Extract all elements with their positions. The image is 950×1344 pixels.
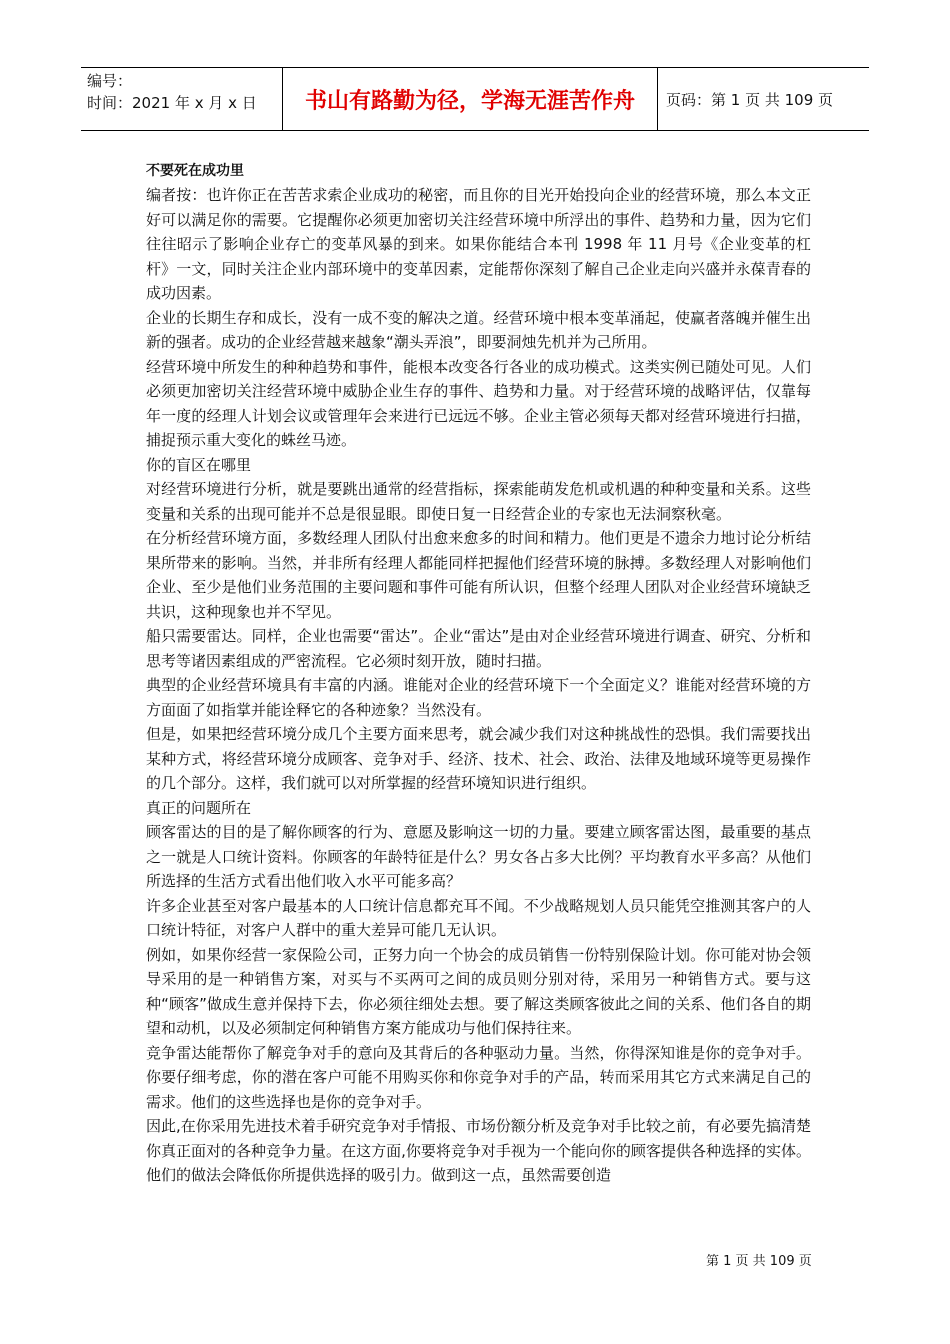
paragraph: 但是，如果把经营环境分成几个主要方面来思考，就会减少我们对这种挑战性的恐惧。我们需要找出某种方式，将经营环境分成顾客、竞争对手、经济、技术、社会、政治、法律及地域环境等更易操作的几个部分。这样，我们就可以对所掌握的经营环境知识进行组织。 [146, 725, 811, 792]
paragraph: 在分析经营环境方面，多数经理人团队付出愈来愈多的时间和精力。他们更是不遗余力地讨论分析结果所带来的影响。当然，并非所有经理人都能同样把握他们经营环境的脉搏。多数经理人对影响他们企业、至少是他们业务范围的主要问题和事件可能有所认识，但整个经理人团队对企业经营环境缺乏共识，这种现象也并不罕见。 [146, 529, 811, 621]
paragraph: 典型的企业经营环境具有丰富的内涵。谁能对企业的经营环境下一个全面定义？谁能对经营环境的方方面面了如指掌并能诠释它的各种迹象？当然没有。 [146, 676, 811, 719]
section-heading: 你的盲区在哪里 [146, 455, 252, 474]
paragraph: 顾客雷达的目的是了解你顾客的行为、意愿及影响这一切的力量。要建立顾客雷达图，最重要的基点之一就是人口统计资料。你顾客的年龄特征是什么？男女各占多大比例？平均教育水平多高？从他们所选择的生活方式看出他们收入水平可能多高？ [146, 823, 811, 890]
paragraph: 经营环境中所发生的种种趋势和事件，能根本改变各行各业的成功模式。这类实例已随处可见。人们必须更加密切关注经营环境中威胁企业生存的事件、趋势和力量。对于经营环境的战略评估，仅靠每年一度的经理人计划会议或管理年会来进行已远远不够。企业主管必须每天都对经营环境进行扫描，捕捉预示重大变化的蛛丝马迹。 [146, 357, 811, 449]
doc-code-label: 编号： [87, 72, 133, 90]
paragraph: 许多企业甚至对客户最基本的人口统计信息都充耳不闻。不少战略规划人员只能凭空推测其客户的人口统计特征，对客户人群中的重大差异可能几无认识。 [146, 896, 811, 939]
header-page-number: 页码：第 1 页 共 109 页 [666, 90, 834, 109]
paragraph: 船只需要雷达。同样，企业也需要“雷达”。企业“雷达”是由对企业经营环境进行调查、研究、分析和思考等诸因素组成的严密流程。它必须时刻开放，随时扫描。 [146, 627, 811, 670]
section-heading: 真正的问题所在 [146, 798, 252, 817]
paragraph: 编者按：也许你正在苦苦求索企业成功的秘密，而且你的目光开始投向企业的经营环境，那么本文正好可以满足你的需要。它提醒你必须更加密切关注经营环境中所浮出的事件、趋势和力量，因为它们往往昭示了影响企业存亡的变革风暴的到来。如果你能结合本刊 1998 年 11 月号《企业变革的杠杆》一文，同时关注企业内部环境中的变革因素，定能帮你深刻了解自己企业走向兴盛并永葆青春的成功因素。 [146, 186, 811, 302]
paragraph: 对经营环境进行分析，就是要跳出通常的经营指标，探索能萌发危机或机遇的种种变量和关系。这些变量和关系的出现可能并不总是很显眼。即使日复一日经营企业的专家也无法洞察秋毫。 [146, 480, 811, 523]
document-body [146, 160, 811, 1188]
page-header [81, 67, 869, 131]
paragraph: 例如，如果你经营一家保险公司，正努力向一个协会的成员销售一份特别保险计划。你可能对协会领导采用的是一种销售方案，对买与不买两可之间的成员则分别对待，采用另一种销售方式。要与这种“顾客”做成生意并保持下去，你必须往细处去想。要了解这类顾客彼此之间的关系、他们各自的期望和动机，以及必须制定何种销售方案方能成功与他们保持往来。 [146, 945, 811, 1037]
header-motto: 书山有路勤为径，学海无涯苦作舟 [283, 68, 658, 130]
document-title: 不要死在成功里 [146, 163, 244, 179]
page-footer: 第 1 页 共 109 页 [706, 1254, 812, 1269]
paragraph: 企业的长期生存和成长，没有一成不变的解决之道。经营环境中根本变革涌起，使赢者落魄并催生出新的强者。成功的企业经营越来越象“潮头弄浪”，即要洞烛先机并为己所用。 [146, 308, 811, 351]
paragraph: 竞争雷达能帮你了解竞争对手的意向及其背后的各种驱动力量。当然，你得深知谁是你的竞争对手。你要仔细考虑，你的潜在客户可能不用购买你和你竞争对手的产品，转而采用其它方式来满足自己的需求。他们的这些选择也是你的竞争对手。 [146, 1043, 811, 1111]
header-meta [81, 68, 283, 130]
doc-time-label: 时间：2021 年 x 月 x 日 [87, 94, 257, 112]
paragraph: 因此,在你采用先进技术着手研究竞争对手情报、市场份额分析及竞争对手比较之前，有必要先搞清楚你真正面对的各种竞争力量。在这方面,你要将竞争对手视为一个能向你的顾客提供各种选择的实体。他们的做法会降低你所提供选择的吸引力。做到这一点，虽然需要创造 [146, 1117, 811, 1184]
